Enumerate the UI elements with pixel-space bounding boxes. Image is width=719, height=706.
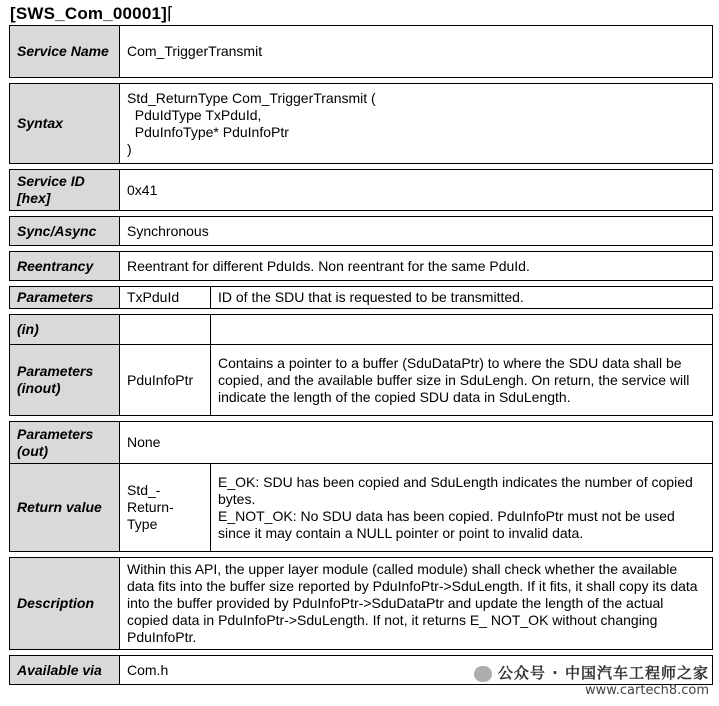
label-description: Description <box>10 558 120 650</box>
value-available-via: Com.h <box>120 656 713 685</box>
value-service-id: 0x41 <box>120 170 713 211</box>
return-desc-not-ok: E_NOT_OK: No SDU data has been copied. PduInfoPtr must not be used since it may contain a NULL pointer or point to invalid data. <box>218 507 675 541</box>
requirement-id-text: [SWS_Com_00001] <box>10 4 168 23</box>
row-sync-async <box>10 217 713 246</box>
watermark-line1: 公众号 · 中国汽车工程师之家 <box>497 664 709 682</box>
label-parameters-in: Parameters <box>10 287 120 309</box>
row-parameters-inout <box>10 345 713 416</box>
label-service-id: Service ID [hex] <box>10 170 120 211</box>
return-type: Std_-Return-Type <box>120 464 211 552</box>
watermark-line2: www.cartech8.com <box>585 683 709 698</box>
value-service-name: Com_TriggerTransmit <box>120 26 713 78</box>
param-in-desc: ID of the SDU that is requested to be transmitted. <box>211 287 713 309</box>
api-spec-table <box>9 25 713 685</box>
label-available-via: Available via <box>10 656 120 685</box>
row-service-name <box>10 26 713 78</box>
row-parameters-in <box>10 287 713 309</box>
value-syntax <box>120 84 713 164</box>
value-description: Within this API, the upper layer module (called module) shall check whether the available data fits into the buffer size reported by PduInfoPtr->SduLength. If it fits, it shall copy its data into the buffer provided by PduInfoPtr->SduDataPtr and update the length of the actual copied data in PduInfoPtr->SduLength. If not, it returns E_ NOT_OK without changing PduInfoPtr. <box>120 558 713 650</box>
label-parameters-inout: Parameters (inout) <box>10 345 120 416</box>
row-service-id <box>10 170 713 211</box>
syntax-line: ) <box>127 140 132 157</box>
label-syntax: Syntax <box>10 84 120 164</box>
row-description <box>10 558 713 650</box>
row-syntax <box>10 84 713 164</box>
watermark <box>474 662 709 698</box>
return-desc <box>211 464 713 552</box>
row-parameters-in-cont <box>10 315 713 345</box>
requirement-id <box>10 4 174 24</box>
syntax-line: PduIdType TxPduId, <box>127 106 262 123</box>
param-in-empty-name <box>120 315 211 345</box>
param-inout-desc: Contains a pointer to a buffer (SduDataPtr) to where the SDU data shall be copied, and the available buffer size in SduLengh. On return, the service will indicate the length of the copied SDU data in SduLength. <box>211 345 713 416</box>
syntax-line: PduInfoType* PduInfoPtr <box>127 123 289 140</box>
wechat-icon <box>474 666 492 682</box>
value-parameters-out: None <box>120 422 713 464</box>
label-parameters-in-suffix: (in) <box>10 315 120 345</box>
row-parameters-out <box>10 422 713 464</box>
value-sync-async: Synchronous <box>120 217 713 246</box>
syntax-line: Std_ReturnType Com_TriggerTransmit ( <box>127 89 376 106</box>
value-reentrancy: Reentrant for different PduIds. Non reentrant for the same PduId. <box>120 252 713 281</box>
label-sync-async: Sync/Async <box>10 217 120 246</box>
row-return-value <box>10 464 713 552</box>
requirement-mark: ⌈ <box>167 4 174 23</box>
label-service-name: Service Name <box>10 26 120 78</box>
row-reentrancy <box>10 252 713 281</box>
label-parameters-out: Parameters (out) <box>10 422 120 464</box>
label-reentrancy: Reentrancy <box>10 252 120 281</box>
param-in-empty-desc <box>211 315 713 345</box>
param-in-name: TxPduId <box>120 287 211 309</box>
label-return-value: Return value <box>10 464 120 552</box>
return-desc-ok: E_OK: SDU has been copied and SduLength indicates the number of copied bytes. <box>218 473 693 507</box>
param-inout-name: PduInfoPtr <box>120 345 211 416</box>
